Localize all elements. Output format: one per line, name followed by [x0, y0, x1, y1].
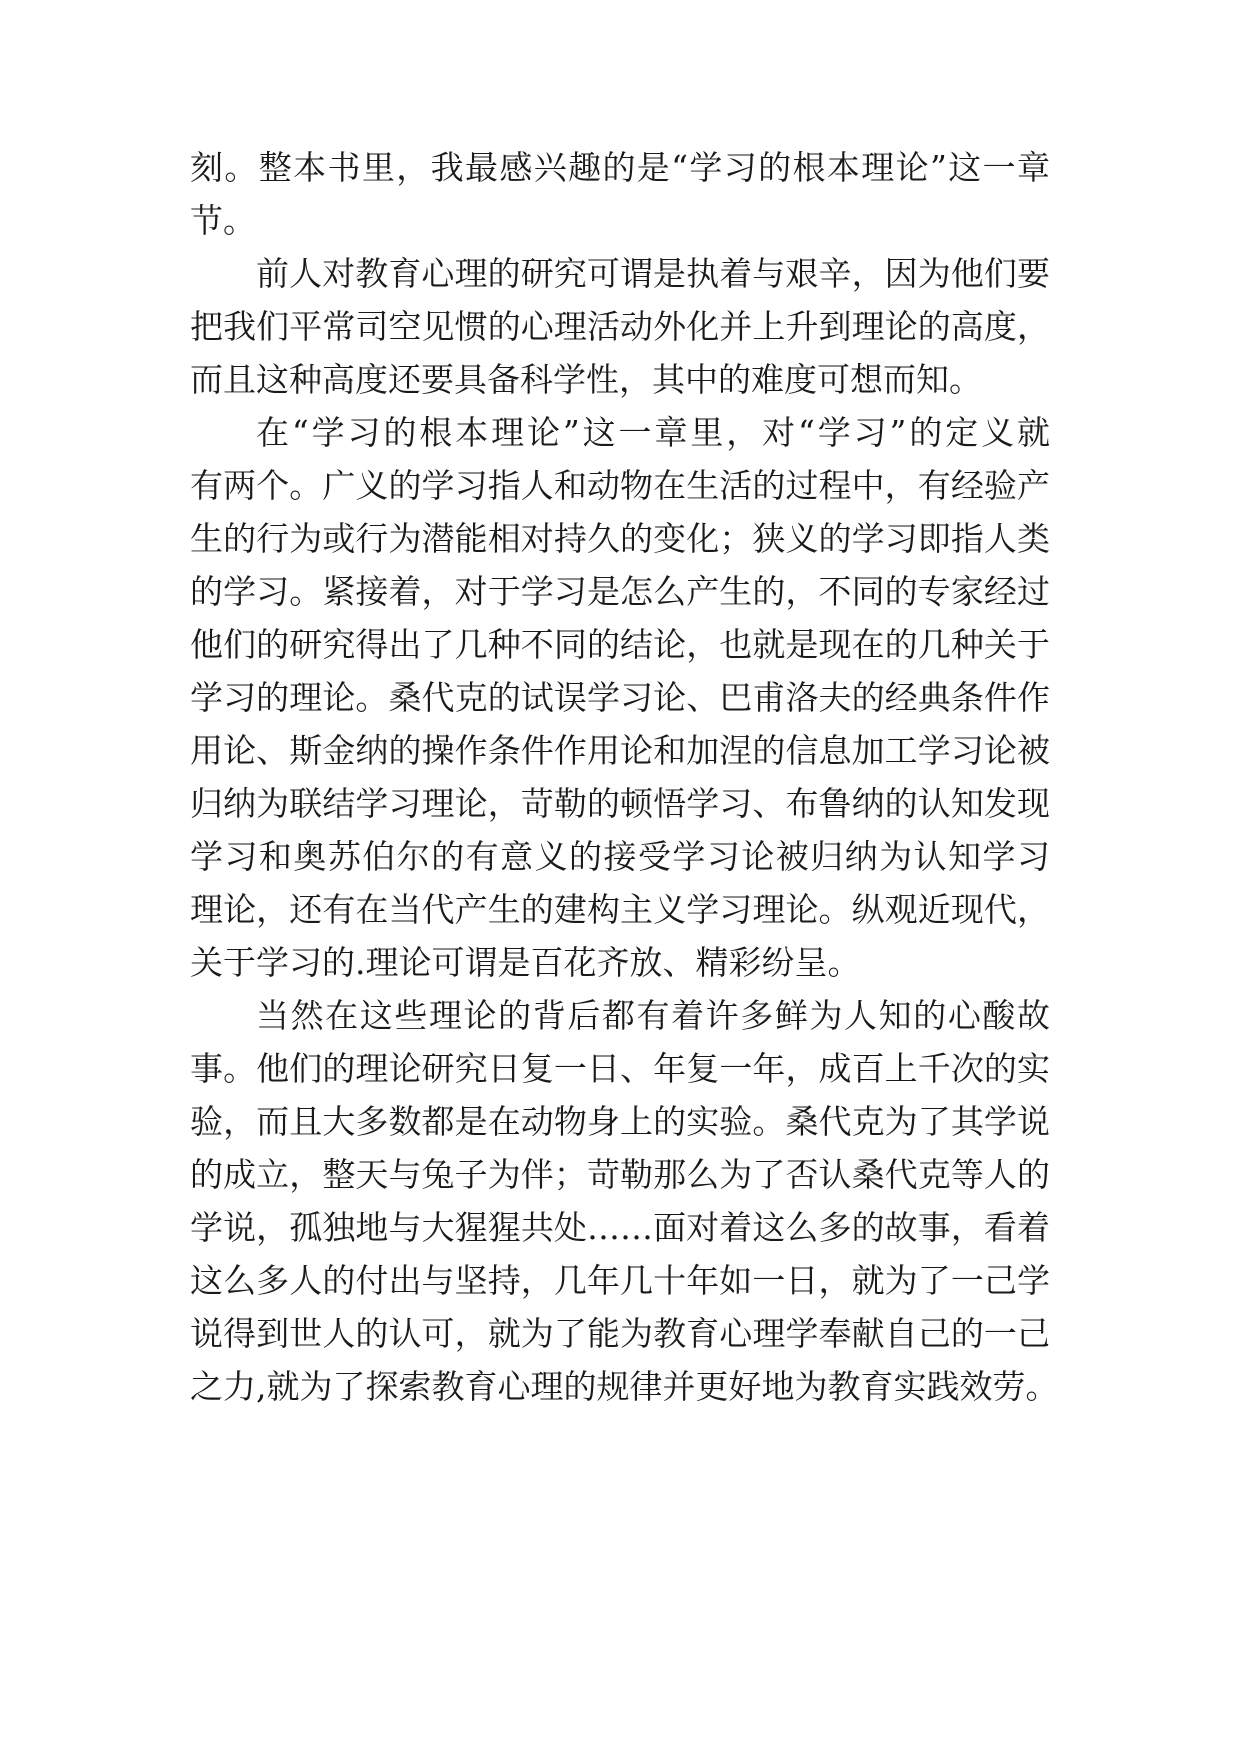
text-line: 用论、斯金纳的操作条件作用论和加涅的信息加工学习论被 [190, 731, 1050, 770]
paragraph-first-line: 前人对教育心理的研究可谓是执着与艰辛，因为他们要 [256, 254, 1050, 293]
text-line: 学习的理论。桑代克的试误学习论、巴甫洛夫的经典条件作 [190, 678, 1050, 717]
text-line: 验，而且大多数都是在动物身上的实验。桑代克为了其学说 [190, 1102, 1050, 1141]
text-line: 归纳为联结学习理论，苛勒的顿悟学习、布鲁纳的认知发现 [190, 784, 1050, 823]
text-line: 节。 [190, 201, 256, 240]
text-line: 理论，还有在当代产生的建构主义学习理论。纵观近现代， [190, 890, 1050, 929]
paragraph-first-line: 在“学习的根本理论”这一章里，对“学习”的定义就 [256, 413, 1050, 452]
text-line: 有两个。广义的学习指人和动物在生活的过程中，有经验产 [190, 466, 1050, 505]
paragraph-first-line: 当然在这些理论的背后都有着许多鲜为人知的心酸故 [256, 996, 1050, 1035]
text-line: 的学习。紧接着，对于学习是怎么产生的，不同的专家经过 [190, 572, 1050, 611]
text-line: 事。他们的理论研究日复一日、年复一年，成百上千次的实 [190, 1049, 1050, 1088]
text-line: 之力,就为了探索教育心理的规律并更好地为教育实践效劳。 [190, 1367, 1059, 1406]
text-line: 他们的研究得出了几种不同的结论，也就是现在的几种关于 [190, 625, 1050, 664]
text-line: 刻。整本书里，我最感兴趣的是“学习的根本理论”这一章 [190, 148, 1050, 187]
text-line: 关于学习的.理论可谓是百花齐放、精彩纷呈。 [190, 943, 861, 982]
text-line: 而且这种高度还要具备科学性，其中的难度可想而知。 [190, 360, 982, 399]
text-line: 把我们平常司空见惯的心理活动外化并上升到理论的高度， [190, 307, 1050, 346]
text-line: 学说，孤独地与大猩猩共处……面对着这么多的故事，看着 [190, 1208, 1050, 1247]
text-line: 学习和奥苏伯尔的有意义的接受学习论被归纳为认知学习 [190, 837, 1050, 876]
text-line: 这么多人的付出与坚持，几年几十年如一日，就为了一己学 [190, 1261, 1050, 1300]
text-line: 的成立，整天与兔子为伴；苛勒那么为了否认桑代克等人的 [190, 1155, 1050, 1194]
text-line: 生的行为或行为潜能相对持久的变化；狭义的学习即指人类 [190, 519, 1050, 558]
text-line: 说得到世人的认可，就为了能为教育心理学奉献自己的一己 [190, 1314, 1050, 1353]
